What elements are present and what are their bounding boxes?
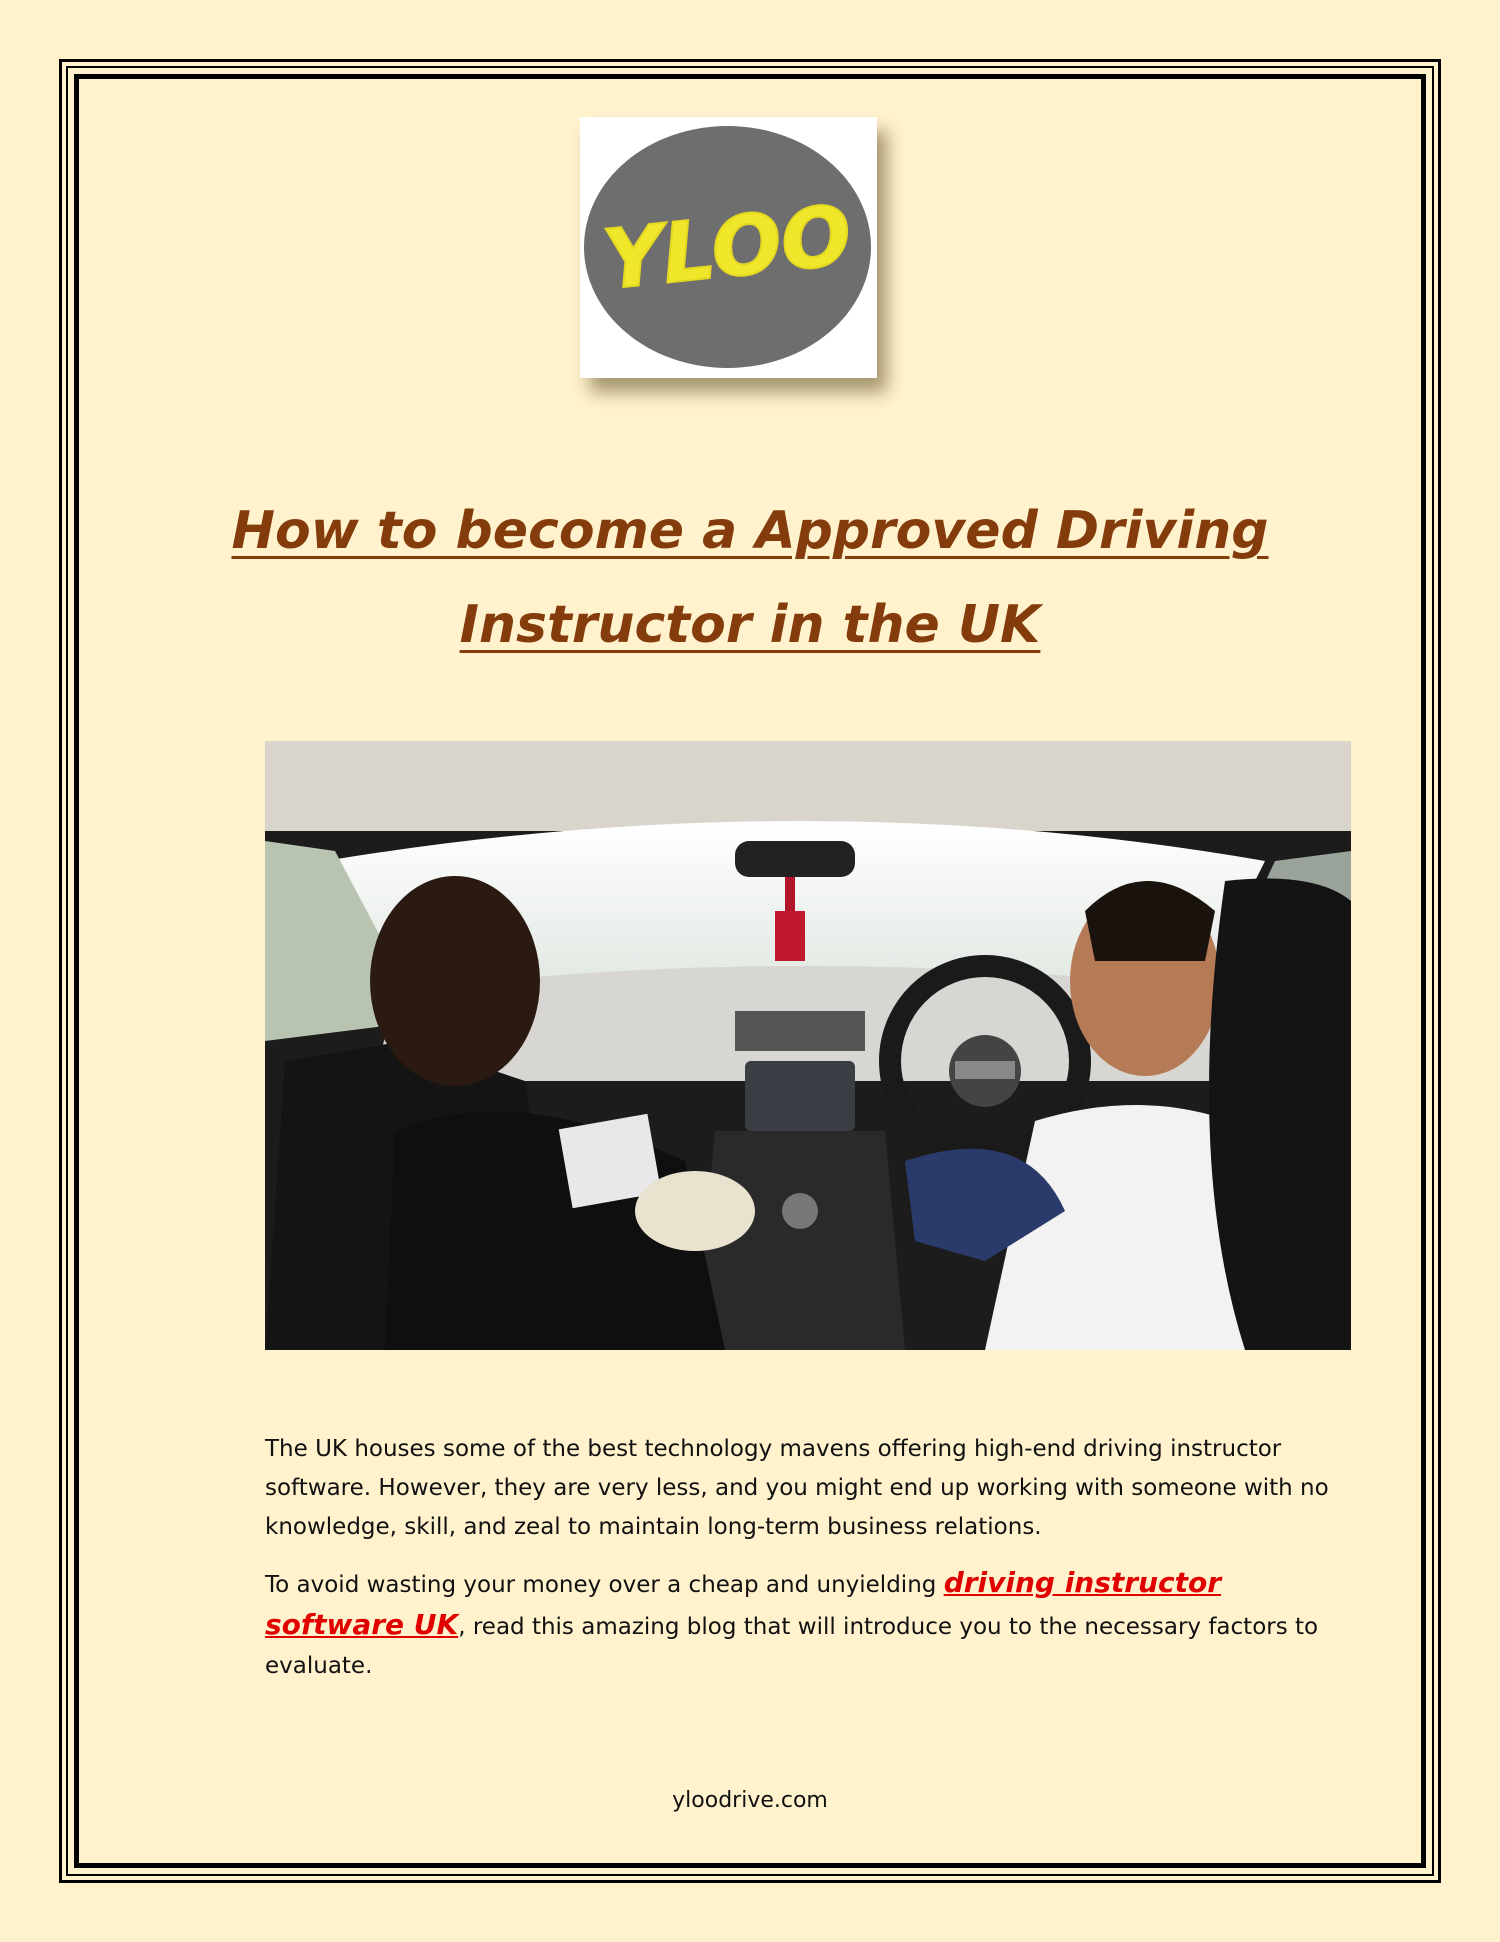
car-interior-photo — [265, 741, 1351, 1350]
body-text — [265, 1430, 1355, 1702]
paragraph-cta-tail: , read this amazing blog that will introduce you to the necessary factors to evaluate. — [265, 1614, 1319, 1679]
page-title: How to become a Approved Driving Instructor in the UK — [231, 501, 1269, 655]
footer-domain: yloodrive.com — [672, 1788, 828, 1813]
logo-wordmark: YLOO — [598, 188, 856, 309]
ylo-logo — [584, 126, 871, 368]
paragraph-cta-lead: To avoid wasting your money over a cheap and unyielding — [265, 1572, 944, 1598]
paragraph-cta — [265, 1563, 1355, 1686]
paragraph-intro: The UK houses some of the best technology mavens offering high-end driving instructor software. However, they are very less, and you might end up working with someone with no knowledge, skill, and zeal to maintain long-term business relations. — [265, 1436, 1329, 1540]
software-link[interactable]: driving instructor software UK — [265, 1566, 1222, 1641]
